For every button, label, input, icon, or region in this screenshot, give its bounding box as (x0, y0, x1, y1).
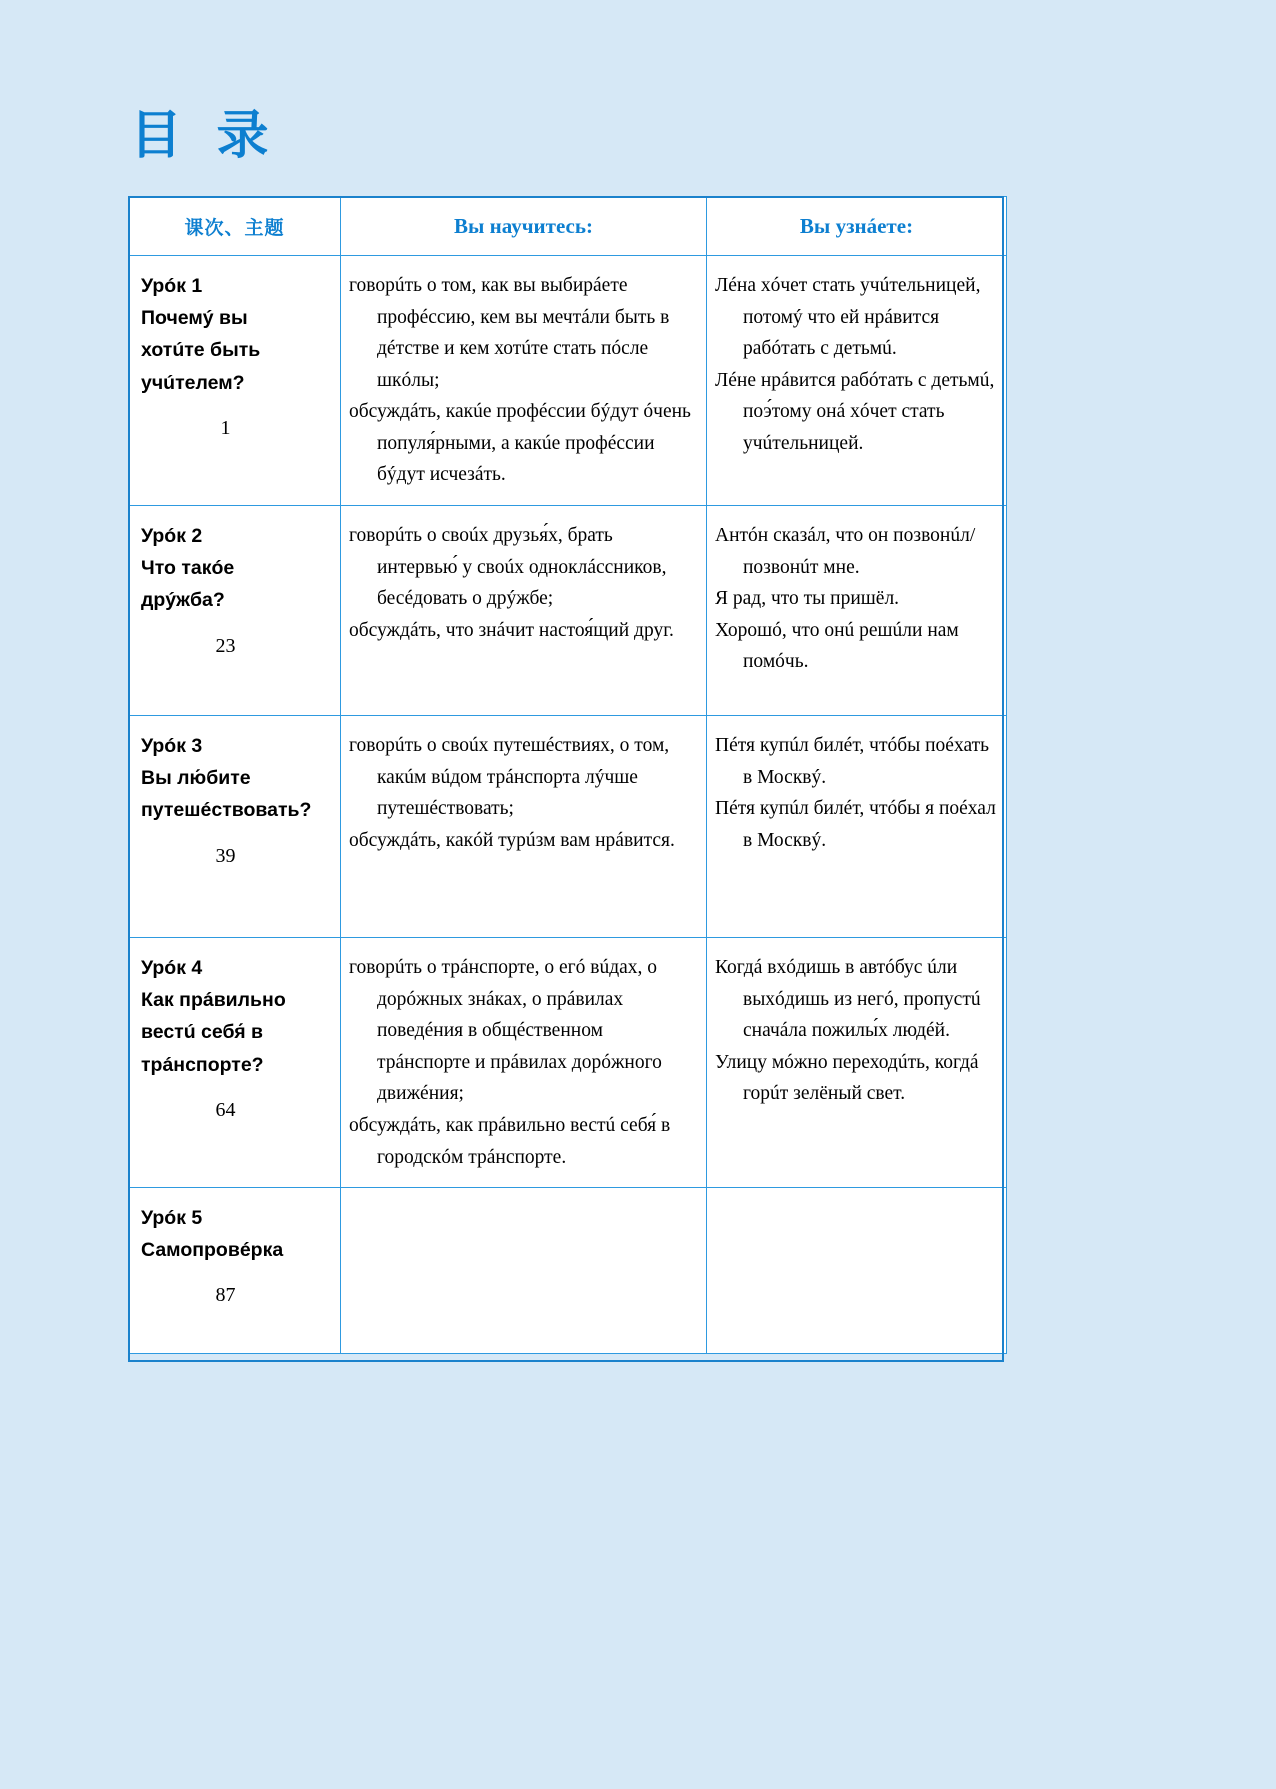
lesson-page-number: 64 (215, 1098, 236, 1121)
lesson-label: Урóк 4 (141, 957, 203, 980)
will-learn-item: обсуждáть, что знáчит настоя́щий друг. (349, 619, 674, 641)
table-row (129, 716, 1007, 938)
will-learn-item: говорúть о своúх друзья́х, брать интервью́ у своúх одноклáссников, бесéдовать о дрýжбе; (349, 525, 667, 610)
lesson-page-number: 87 (215, 1284, 236, 1307)
lesson-title-line: Что такóе (141, 557, 235, 580)
will-know-item: Когдá вхóдишь в автóбус úли выхóдишь из негó, пропустú сначáла пожилы́х людéй. (715, 957, 981, 1042)
lesson-page-number: 23 (215, 634, 236, 657)
will-know-item: Антóн сказáл, что он позвонúл/позвонúт мне. (715, 525, 976, 578)
lesson-title-line: Вы лю́бите (141, 767, 251, 790)
lesson-cell (129, 1188, 341, 1354)
lesson-cell (129, 938, 341, 1188)
will-learn-item: обсуждáть, как прáвильно вестú себя́ в городскóм трáнспорте. (349, 1114, 671, 1168)
lesson-title (141, 730, 326, 827)
will-learn-cell (341, 716, 707, 938)
column-header-will-know: Вы узнáете: (707, 197, 1007, 256)
column-header-lesson-topic: 课次、主题 (129, 197, 341, 256)
will-know-cell (707, 506, 1007, 716)
will-know-item: Хорошó, что онú решúли нам помóчь. (715, 619, 959, 673)
will-know-cell (707, 1188, 1007, 1354)
will-know-item: Улицу мóжно переходúть, когдá горúт зелёный свет. (715, 1051, 979, 1105)
lesson-page-number: 1 (220, 416, 231, 439)
lesson-title (141, 270, 326, 399)
table-row (129, 506, 1007, 716)
lesson-title-line: хотúте быть (141, 339, 261, 362)
will-learn-cell (341, 256, 707, 506)
lesson-title-line: путешéствовать? (141, 799, 312, 822)
will-know-item: Лéне нрáвится рабóтать с детьмú, поэ́тому онá хóчет стать учúтельницей. (715, 369, 995, 454)
lesson-title-line: трáнспорте? (141, 1053, 264, 1076)
will-know-item: Пéтя купúл билéт, чтóбы я поéхал в Москвý. (715, 798, 996, 851)
lesson-title-line: Почемý вы (141, 307, 248, 330)
will-learn-item: говорúть о своúх путешéствиях, о том, какúм вúдом трáнспорта лýчше путешéствовать; (349, 735, 670, 820)
will-know-cell (707, 938, 1007, 1188)
lesson-title-line: Как прáвильно (141, 989, 286, 1012)
will-learn-item: говорúть о трáнспорте, о егó вúдах, о дорóжных знáках, о прáвилах поведéния в общéственном трáнспорте и прáвилах дорóжного движéния; (349, 957, 662, 1105)
lesson-label: Урóк 3 (141, 735, 203, 758)
lesson-title-line: вестú себя́ в (141, 1021, 264, 1044)
lesson-label: Урóк 5 (141, 1207, 203, 1230)
lesson-cell (129, 716, 341, 938)
lesson-cell (129, 506, 341, 716)
lesson-title-line: учúтелем? (141, 371, 245, 394)
lesson-title (141, 952, 326, 1081)
will-learn-item: обсуждáть, какóй турúзм вам нрáвится. (349, 829, 675, 851)
will-learn-item: говорúть о том, как вы выбирáете профéссию, кем вы мечтáли быть в дéтстве и кем хотúте стать пóсле шкóлы; (349, 275, 670, 391)
lesson-page-number: 39 (215, 844, 236, 867)
will-know-cell (707, 256, 1007, 506)
lesson-label: Урóк 2 (141, 525, 203, 548)
toc-table-body (129, 256, 1007, 1354)
will-know-item: Лéна хóчет стать учúтельницей, потомý что ей нрáвится рабóтать с детьмú. (715, 275, 981, 360)
table-row (129, 938, 1007, 1188)
lesson-title-line: Самопровéрка (141, 1239, 284, 1262)
table-header-row (129, 197, 1007, 256)
toc-table (128, 196, 1007, 1354)
lesson-title (141, 520, 326, 617)
toc-table-container (128, 196, 1006, 1354)
will-learn-item: обсуждáть, какúе профéссии бýдут óчень популя́рными, а какúе профéссии бýдут исчезáть. (349, 401, 691, 486)
will-know-item: Пéтя купúл билéт, чтóбы поéхать в Москвý. (715, 735, 990, 788)
table-row (129, 256, 1007, 506)
will-know-cell (707, 716, 1007, 938)
column-header-will-learn: Вы научитесь: (341, 197, 707, 256)
table-row (129, 1188, 1007, 1354)
lesson-label: Урóк 1 (141, 275, 203, 297)
will-know-item: Я рад, что ты пришёл. (715, 588, 900, 610)
will-learn-cell (341, 506, 707, 716)
lesson-title (141, 1202, 326, 1266)
will-learn-cell (341, 938, 707, 1188)
will-learn-cell (341, 1188, 707, 1354)
page-title: 目 录 (130, 107, 279, 165)
lesson-title-line: дрýжба? (141, 589, 225, 612)
lesson-cell (129, 256, 341, 506)
